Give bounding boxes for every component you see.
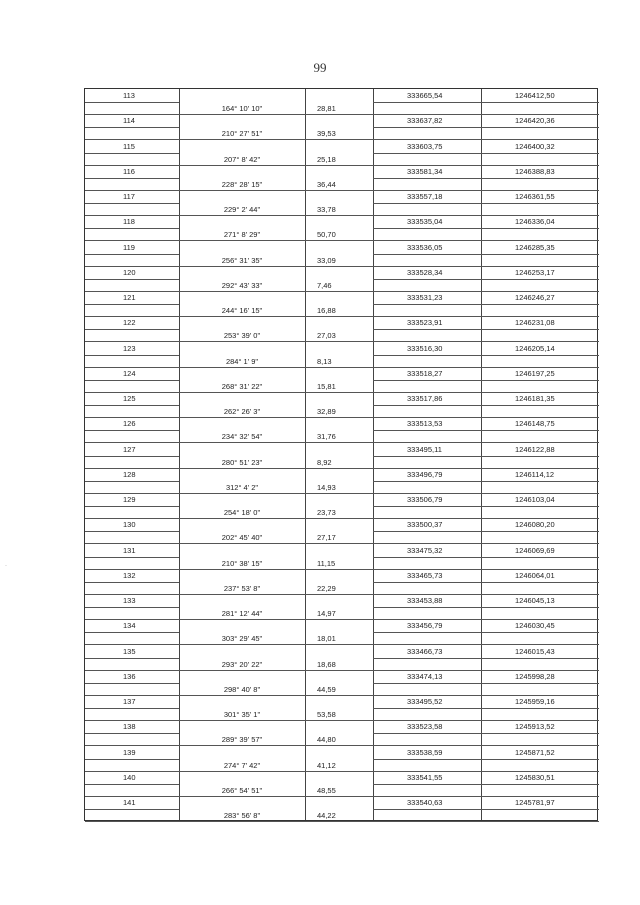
- row-rule: [85, 417, 599, 418]
- row-rule: [373, 582, 599, 583]
- x-coordinate: 333523,91: [407, 318, 443, 328]
- segment-length: 39,53: [317, 129, 336, 139]
- row-rule: [373, 304, 599, 305]
- row-rule: [85, 127, 179, 128]
- row-rule: [85, 456, 179, 457]
- x-coordinate: 333465,73: [407, 570, 443, 580]
- row-rule: [85, 367, 599, 368]
- row-rule: [85, 582, 179, 583]
- row-rule: [85, 266, 599, 267]
- column-divider: [481, 89, 482, 820]
- row-rule: [85, 254, 179, 255]
- row-rule: [373, 759, 599, 760]
- row-rule: [85, 683, 179, 684]
- row-rule: [85, 442, 599, 443]
- point-number: 119: [123, 242, 135, 252]
- segment-length: 41,12: [317, 760, 336, 770]
- row-rule: [85, 670, 599, 671]
- y-coordinate: 1246197,25: [515, 368, 555, 378]
- row-rule: [85, 809, 179, 810]
- stray-mark: ·: [5, 563, 7, 569]
- y-coordinate: 1246231,08: [515, 318, 555, 328]
- point-number: 116: [123, 166, 135, 176]
- point-number: 138: [123, 722, 136, 732]
- row-rule: [85, 695, 599, 696]
- point-number: 113: [123, 91, 135, 100]
- point-number: 114: [123, 116, 135, 126]
- row-rule: [373, 708, 599, 709]
- row-rule: [85, 304, 179, 305]
- y-coordinate: 1246045,13: [515, 596, 555, 605]
- y-coordinate: 1246285,35: [515, 242, 555, 252]
- direction-angle: 280° 51' 23": [221, 457, 263, 467]
- y-coordinate: 1246181,35: [515, 394, 555, 403]
- segment-length: 44,22: [317, 811, 336, 820]
- point-number: 129: [123, 495, 136, 504]
- segment-length: 15,81: [317, 381, 336, 391]
- point-number: 141: [123, 798, 136, 807]
- direction-angle: 207° 8' 42": [223, 154, 261, 164]
- row-rule: [373, 102, 599, 103]
- row-rule: [373, 380, 599, 381]
- row-rule: [85, 468, 599, 469]
- x-coordinate: 333496,79: [407, 469, 443, 479]
- y-coordinate: 1246253,17: [515, 267, 555, 277]
- point-number: 126: [123, 419, 136, 429]
- x-coordinate: 333495,11: [407, 444, 442, 454]
- row-rule: [373, 228, 599, 229]
- row-rule: [85, 658, 179, 659]
- x-coordinate: 333637,82: [407, 116, 443, 126]
- y-coordinate: 1245871,52: [515, 747, 555, 757]
- direction-angle: 164° 10' 10": [221, 104, 263, 113]
- y-coordinate: 1246103,04: [515, 495, 555, 504]
- point-number: 125: [123, 394, 136, 403]
- direction-angle: 256° 31' 35": [221, 255, 263, 265]
- x-coordinate: 333513,53: [407, 419, 443, 429]
- point-number: 118: [123, 217, 135, 227]
- y-coordinate: 1246400,32: [515, 141, 555, 151]
- point-number: 122: [123, 318, 136, 328]
- row-rule: [85, 518, 599, 519]
- x-coordinate: 333541,55: [407, 772, 443, 782]
- x-coordinate: 333456,79: [407, 621, 443, 631]
- y-coordinate: 1246148,75: [515, 419, 555, 429]
- direction-angle: 268° 31' 22": [221, 381, 263, 391]
- segment-length: 28,81: [317, 104, 336, 113]
- row-rule: [85, 190, 599, 191]
- row-rule: [85, 114, 599, 115]
- x-coordinate: 333517,86: [407, 394, 443, 403]
- x-coordinate: 333538,59: [407, 747, 443, 757]
- point-number: 132: [123, 570, 136, 580]
- direction-angle: 281° 12' 44": [221, 609, 263, 618]
- point-number: 115: [123, 141, 135, 151]
- x-coordinate: 333581,34: [407, 166, 443, 176]
- y-coordinate: 1246114,12: [515, 469, 555, 479]
- point-number: 124: [123, 368, 136, 378]
- row-rule: [373, 127, 599, 128]
- point-number: 117: [123, 192, 135, 201]
- direction-angle: 301° 35' 1": [223, 710, 261, 719]
- row-rule: [373, 809, 599, 810]
- segment-length: 7,46: [317, 280, 332, 290]
- row-rule: [85, 759, 179, 760]
- column-divider: [373, 89, 374, 820]
- row-rule: [85, 796, 599, 797]
- row-rule: [85, 771, 599, 772]
- point-number: 133: [123, 596, 136, 605]
- x-coordinate: 333516,30: [407, 343, 443, 353]
- row-rule: [85, 228, 179, 229]
- row-rule: [85, 139, 599, 140]
- segment-length: 25,18: [317, 154, 336, 164]
- direction-angle: 293° 20' 22": [221, 659, 263, 669]
- point-number: 121: [123, 293, 136, 302]
- row-rule: [85, 279, 179, 280]
- row-rule: [85, 745, 599, 746]
- segment-length: 48,55: [317, 785, 336, 795]
- row-rule: [373, 178, 599, 179]
- segment-length: 27,03: [317, 331, 336, 341]
- row-rule: [85, 316, 599, 317]
- x-coordinate: 333453,88: [407, 596, 443, 605]
- segment-length: 33,78: [317, 205, 336, 214]
- row-rule: [373, 531, 599, 532]
- row-rule: [85, 215, 599, 216]
- segment-length: 50,70: [317, 230, 336, 240]
- x-coordinate: 333557,18: [407, 192, 443, 201]
- row-rule: [373, 481, 599, 482]
- row-rule: [85, 392, 599, 393]
- row-rule: [85, 644, 599, 645]
- segment-length: 8,13: [317, 356, 332, 366]
- direction-angle: 254° 18' 0": [223, 508, 261, 517]
- row-rule: [85, 720, 599, 721]
- row-rule: [85, 481, 179, 482]
- row-rule: [85, 240, 599, 241]
- row-rule: [85, 784, 179, 785]
- row-rule: [373, 632, 599, 633]
- point-number: 135: [123, 646, 136, 656]
- y-coordinate: 1246388,83: [515, 166, 555, 176]
- y-coordinate: 1246122,88: [515, 444, 555, 454]
- x-coordinate: 333523,58: [407, 722, 443, 732]
- segment-length: 44,59: [317, 684, 336, 694]
- segment-length: 33,09: [317, 255, 336, 265]
- segment-length: 44,80: [317, 735, 336, 745]
- point-number: 131: [123, 545, 136, 555]
- segment-length: 32,89: [317, 407, 336, 416]
- row-rule: [85, 341, 599, 342]
- row-rule: [85, 531, 179, 532]
- row-rule: [373, 557, 599, 558]
- point-number: 130: [123, 520, 136, 530]
- y-coordinate: 1246336,04: [515, 217, 555, 227]
- y-coordinate: 1246412,50: [515, 91, 555, 100]
- row-rule: [85, 708, 179, 709]
- direction-angle: 271° 8' 29": [223, 230, 261, 240]
- y-coordinate: 1245998,28: [515, 671, 555, 681]
- y-coordinate: 1245781,97: [515, 798, 555, 807]
- row-rule: [85, 543, 599, 544]
- direction-angle: 229° 2' 44": [223, 205, 261, 214]
- row-rule: [85, 430, 179, 431]
- row-rule: [373, 456, 599, 457]
- direction-angle: 234° 32' 54": [221, 432, 263, 442]
- y-coordinate: 1246080,20: [515, 520, 555, 530]
- row-rule: [373, 683, 599, 684]
- direction-angle: 283° 56' 8": [223, 811, 261, 820]
- row-rule: [85, 557, 179, 558]
- row-rule: [373, 279, 599, 280]
- x-coordinate: 333528,34: [407, 267, 443, 277]
- point-number: 137: [123, 697, 136, 706]
- segment-length: 18,01: [317, 634, 336, 644]
- segment-length: 16,88: [317, 306, 336, 315]
- point-number: 136: [123, 671, 136, 681]
- row-rule: [373, 430, 599, 431]
- row-rule: [85, 506, 179, 507]
- row-rule: [85, 178, 179, 179]
- row-rule: [85, 619, 599, 620]
- row-rule: [85, 569, 599, 570]
- direction-angle: 202° 45' 40": [221, 533, 263, 543]
- row-rule: [85, 733, 179, 734]
- row-rule: [85, 405, 179, 406]
- direction-angle: 262° 26' 3": [223, 407, 261, 416]
- y-coordinate: 1246015,43: [515, 646, 555, 656]
- segment-length: 11,15: [317, 558, 336, 568]
- y-coordinate: 1246420,36: [515, 116, 555, 126]
- direction-angle: 284° 1' 9": [225, 356, 259, 366]
- row-rule: [373, 153, 599, 154]
- row-rule: [373, 203, 599, 204]
- row-rule: [373, 658, 599, 659]
- x-coordinate: 333500,37: [407, 520, 443, 530]
- point-number: 123: [123, 343, 136, 353]
- segment-length: 8,92: [317, 457, 332, 467]
- x-coordinate: 333474,13: [407, 671, 443, 681]
- direction-angle: 292° 43' 33": [221, 280, 263, 290]
- direction-angle: 253° 39' 0": [223, 331, 261, 341]
- direction-angle: 237° 53' 8": [223, 583, 261, 593]
- row-rule: [373, 607, 599, 608]
- x-coordinate: 333665,54: [407, 91, 443, 100]
- direction-angle: 274° 7' 42": [223, 760, 261, 770]
- y-coordinate: 1246030,45: [515, 621, 555, 631]
- row-rule: [85, 594, 599, 595]
- row-rule: [373, 405, 599, 406]
- point-number: 120: [123, 267, 136, 277]
- row-rule: [85, 102, 179, 103]
- y-coordinate: 1246069,69: [515, 545, 555, 555]
- point-number: 140: [123, 772, 136, 782]
- segment-length: 14,93: [317, 482, 336, 492]
- direction-angle: 210° 38' 15": [221, 558, 263, 568]
- point-number: 127: [123, 444, 136, 454]
- row-rule: [85, 203, 179, 204]
- segment-length: 14,97: [317, 609, 336, 618]
- x-coordinate: 333536,05: [407, 242, 443, 252]
- row-rule: [373, 329, 599, 330]
- y-coordinate: 1246064,01: [515, 570, 555, 580]
- segment-length: 31,76: [317, 432, 336, 442]
- row-rule: [373, 733, 599, 734]
- y-coordinate: 1246361,55: [515, 192, 555, 201]
- segment-length: 36,44: [317, 179, 336, 189]
- row-rule: [85, 153, 179, 154]
- row-rule: [85, 165, 599, 166]
- row-rule: [85, 607, 179, 608]
- x-coordinate: 333475,32: [407, 545, 443, 555]
- direction-angle: 244° 16' 15": [221, 306, 263, 315]
- row-rule: [373, 254, 599, 255]
- coordinates-table: [84, 88, 598, 821]
- y-coordinate: 1246246,27: [515, 293, 555, 302]
- x-coordinate: 333603,75: [407, 141, 443, 151]
- direction-angle: 228° 28' 15": [221, 179, 263, 189]
- row-rule: [85, 355, 179, 356]
- x-coordinate: 333518,27: [407, 368, 443, 378]
- row-rule: [373, 355, 599, 356]
- row-rule: [85, 493, 599, 494]
- direction-angle: 298° 40' 8": [223, 684, 261, 694]
- row-rule: [373, 784, 599, 785]
- page-number: 99: [313, 60, 327, 75]
- point-number: 128: [123, 469, 136, 479]
- y-coordinate: 1245830,51: [515, 772, 555, 782]
- x-coordinate: 333540,63: [407, 798, 443, 807]
- row-rule: [85, 380, 179, 381]
- segment-length: 27,17: [317, 533, 336, 543]
- direction-angle: 289° 39' 57": [221, 735, 263, 745]
- direction-angle: 266° 54' 51": [221, 785, 263, 795]
- row-rule: [85, 821, 599, 822]
- row-rule: [85, 329, 179, 330]
- direction-angle: 210° 27' 51": [221, 129, 263, 139]
- column-divider: [305, 89, 306, 820]
- x-coordinate: 333466,73: [407, 646, 443, 656]
- segment-length: 22,29: [317, 583, 336, 593]
- x-coordinate: 333531,23: [407, 293, 443, 302]
- direction-angle: 312° 4' 2": [225, 482, 259, 492]
- x-coordinate: 333535,04: [407, 217, 443, 227]
- row-rule: [373, 506, 599, 507]
- row-rule: [85, 291, 599, 292]
- y-coordinate: 1245959,16: [515, 697, 555, 706]
- row-rule: [85, 632, 179, 633]
- direction-angle: 303° 29' 45": [221, 634, 263, 644]
- x-coordinate: 333506,79: [407, 495, 443, 504]
- y-coordinate: 1245913,52: [515, 722, 555, 732]
- x-coordinate: 333495,52: [407, 697, 443, 706]
- segment-length: 53,58: [317, 710, 336, 719]
- segment-length: 23,73: [317, 508, 336, 517]
- point-number: 134: [123, 621, 136, 631]
- segment-length: 18,68: [317, 659, 336, 669]
- y-coordinate: 1246205,14: [515, 343, 555, 353]
- point-number: 139: [123, 747, 136, 757]
